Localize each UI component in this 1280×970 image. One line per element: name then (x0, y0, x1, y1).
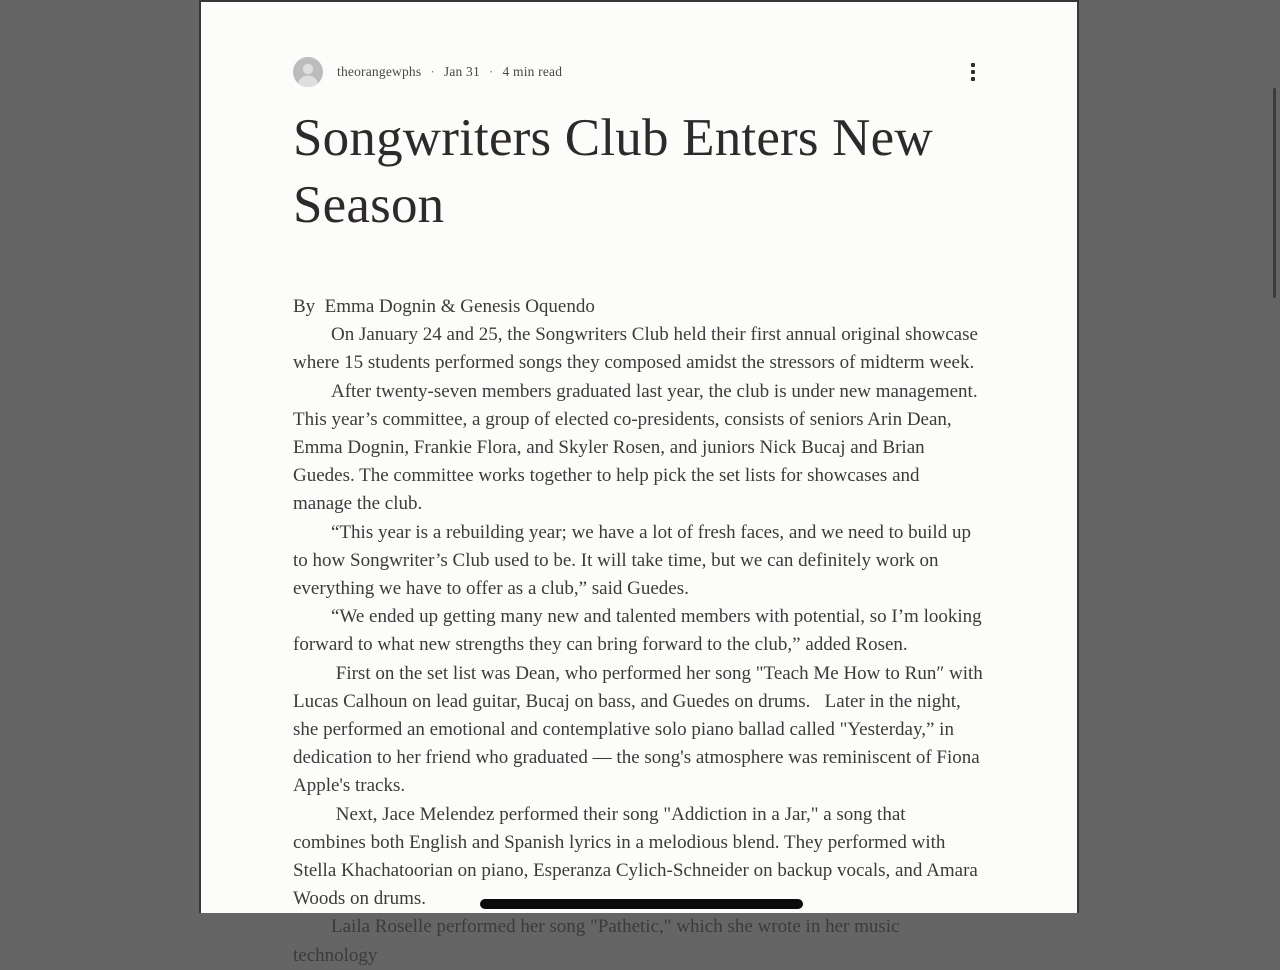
read-time: 4 min read (502, 64, 563, 79)
byline: By Emma Dognin & Genesis Oquendo (293, 296, 595, 317)
paragraph: “This year is a rebuilding year; we have a lot of fresh faces, and we need to build up to how Songwriter’s Club used to be. It will take time, but we can definitely work on everything we have to offer as a club,” said Guedes. (293, 521, 976, 600)
post-title: Songwriters Club Enters New Season (293, 109, 933, 234)
article-content (293, 2, 988, 966)
author-name[interactable]: theorangewphs (337, 64, 422, 79)
article-card (199, 0, 1079, 966)
meta-separator: · (430, 64, 435, 79)
paragraph: Laila Roselle performed her song "Pathetic," which she wrote in her music technology (293, 916, 905, 966)
kebab-menu-icon (971, 63, 974, 66)
scrollbar-thumb[interactable] (1273, 88, 1276, 298)
kebab-menu-icon (971, 77, 974, 80)
paragraph: First on the set list was Dean, who performed her song "Teach Me How to Run″ with Lucas Calhoun on lead guitar, Bucaj on bass, and Guedes on drums. Later in the night, she performed an emotional and contemplative solo piano ballad called "Yesterday,” in dedication to her friend who graduated — the song's atmosphere was reminiscent of Fiona Apple's tracks. (293, 662, 988, 797)
post-meta (337, 64, 562, 80)
more-options-button[interactable] (963, 59, 983, 85)
author-avatar[interactable] (293, 57, 323, 87)
bottom-black-bar-overlay (480, 899, 803, 909)
paragraph: Next, Jace Melendez performed their song "Addiction in a Jar," a song that combines both English and Spanish lyrics in a melodious blend. They performed with Stella Khachatoorian on piano, Esperanza Cylich-Schneider on backup vocals, and Amara Woods on drums. (293, 803, 983, 910)
meta-separator: · (488, 64, 494, 79)
post-body (293, 293, 988, 970)
paragraph: “We ended up getting many new and talented members with potential, so I’m looking forward to what new strengths they can bring forward to the club,” added Rosen. (293, 606, 987, 656)
person-silhouette-icon (293, 57, 323, 87)
paragraph: On January 24 and 25, the Songwriters Club held their first annual original showcase where 15 students performed songs they composed amidst the stressors of midterm week. (293, 324, 983, 374)
paragraph: After twenty-seven members graduated last year, the club is under new management. This year’s committee, a group of elected co-presidents, consists of seniors Arin Dean, Emma Dognin, Frankie Flora, and Skyler Rosen, and juniors Nick Bucaj and Brian Guedes. The committee works together to help pick the set lists for showcases and manage the club. (293, 380, 983, 515)
post-header (293, 57, 983, 87)
post-date: Jan 31 (443, 64, 480, 79)
kebab-menu-icon (971, 70, 974, 73)
